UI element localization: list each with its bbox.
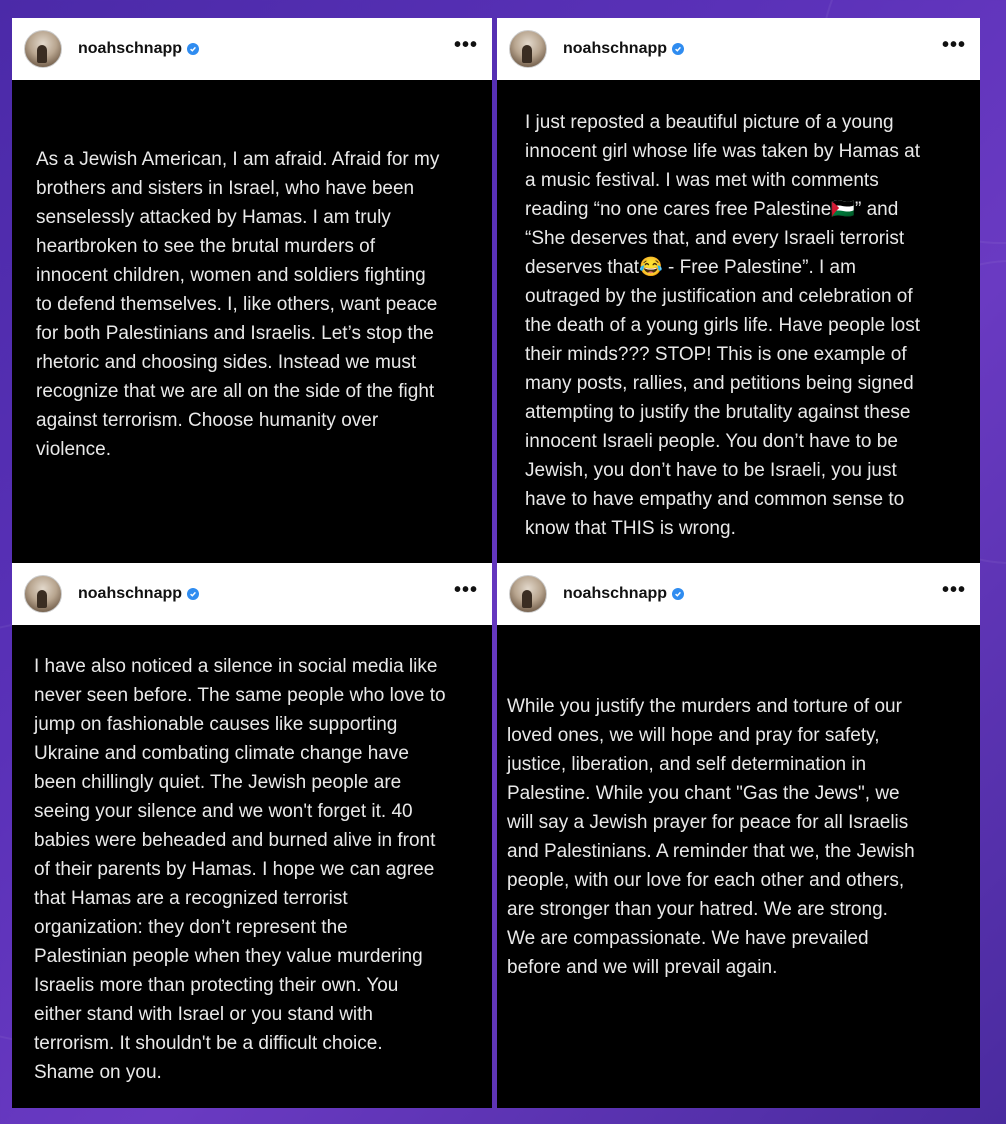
post-header	[497, 563, 980, 625]
post-header	[12, 18, 492, 80]
post-card	[12, 563, 492, 1108]
post-body	[497, 625, 980, 1108]
post-card	[497, 563, 980, 1108]
post-body	[12, 625, 492, 1108]
more-options-icon[interactable]: •••	[453, 34, 478, 56]
username[interactable]: noahschnapp	[78, 585, 183, 602]
username[interactable]: noahschnapp	[563, 585, 668, 602]
username[interactable]: noahschnapp	[563, 40, 668, 57]
post-body	[497, 80, 980, 563]
more-options-icon[interactable]: •••	[453, 579, 478, 601]
verified-badge-icon	[187, 43, 199, 55]
avatar[interactable]	[509, 30, 547, 68]
post-text: While you justify the murders and torture of our loved ones, we will hope and pray for safety, justice, liberation, and self determination in Palestine. While you chant "Gas the Jews", we will say a Jewish prayer for peace for all Israelis and Palestinians. A reminder that we, the Jewish people, with our love for each other and others, are stronger than your hatred. We are strong. We are compassionate. We have prevailed before and we will prevail again.	[507, 695, 915, 978]
post-body	[12, 80, 492, 563]
verified-badge-icon	[672, 588, 684, 600]
more-options-icon[interactable]: •••	[941, 34, 966, 56]
avatar[interactable]	[509, 575, 547, 613]
more-options-icon[interactable]: •••	[941, 579, 966, 601]
post-header	[12, 563, 492, 625]
avatar[interactable]	[24, 575, 62, 613]
post-card	[497, 18, 980, 563]
post-text: I have also noticed a silence in social media like never seen before. The same people who love to jump on fashionable causes like supporting Ukraine and combating climate change have been chillingly quiet. The Jewish people are seeing your silence and we won't forget it. 40 babies were beheaded and burned alive in front of their parents by Hamas. I hope we can agree that Hamas are a recognized terrorist organization: they don’t represent the Palestinian people when they value murdering Israelis more than protecting their own. You either stand with Israel or you stand with terrorism. It shouldn't be a difficult choice. Shame on you.	[34, 656, 446, 1083]
avatar[interactable]	[24, 30, 62, 68]
verified-badge-icon	[672, 43, 684, 55]
post-header	[497, 18, 980, 80]
post-card	[12, 18, 492, 563]
post-text: I just reposted a beautiful picture of a young innocent girl whose life was taken by Hamas at a music festival. I was met with comments reading “no one cares free Palestine🇵🇸” and “She deserves that, and every Israeli terrorist deserves that😂 - Free Palestine”. I am outraged by the justification and celebration of the death of a young girls life. Have people lost their minds??? STOP! This is one example of many posts, rallies, and petitions being signed attempting to justify the brutality against these innocent Israeli people. You don’t have to be Jewish, you don’t have to be Israeli, you just have to have empathy and common sense to know that THIS is wrong.	[525, 112, 921, 539]
username[interactable]: noahschnapp	[78, 40, 183, 57]
verified-badge-icon	[187, 588, 199, 600]
post-text: As a Jewish American, I am afraid. Afraid for my brothers and sisters in Israel, who have been senselessly attacked by Hamas. I am truly heartbroken to see the brutal murders of innocent children, women and soldiers fighting to defend themselves. I, like others, want peace for both Palestinians and Israelis. Let’s stop the rhetoric and choosing sides. Instead we must recognize that we are all on the side of the fight against terrorism. Choose humanity over violence.	[36, 149, 440, 460]
